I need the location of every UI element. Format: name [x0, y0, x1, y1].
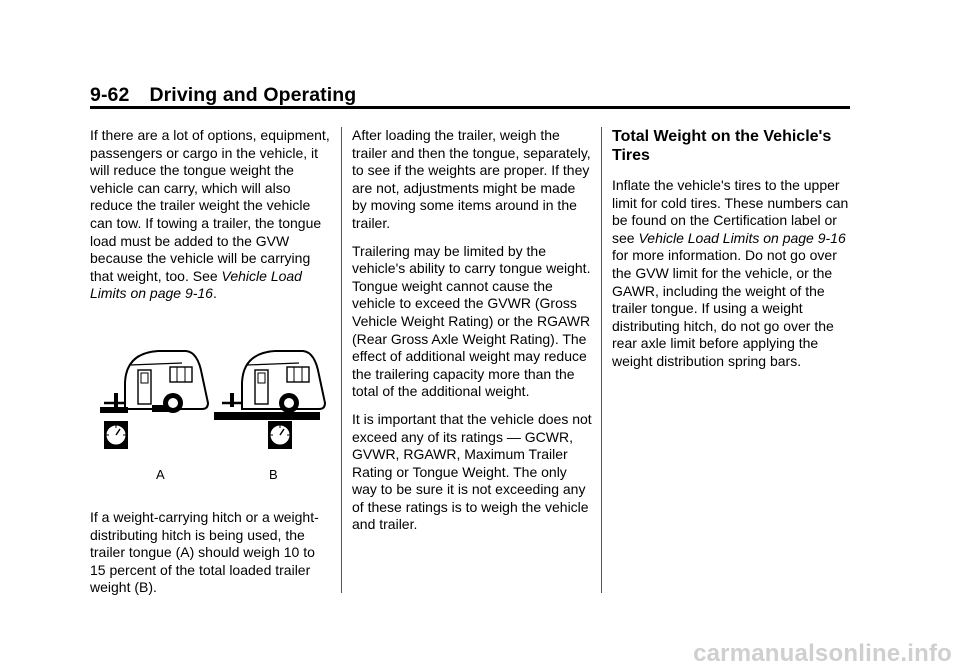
col3-p1-end: for more information. Do not go over the GVW limit for the vehicle, or the GAWR, including the weight of the trailer tongue. If using a weight distributing hitch, do not go over the rear axle limit before applying the weight distribution spring bars. — [612, 247, 837, 369]
vehicle-load-limits-link-2[interactable]: Vehicle Load Limits on page 9-16 — [638, 229, 846, 246]
watermark: carmanualsonline.info — [693, 640, 952, 667]
column-2 — [352, 127, 594, 544]
page-number: 9-62 — [90, 84, 130, 106]
col1-paragraph-1 — [90, 127, 334, 303]
trailer-tongue-weight-figure — [90, 345, 330, 485]
trailer-b-group — [214, 351, 325, 449]
trailer-a-group — [100, 351, 208, 449]
col2-paragraph-3: It is important that the vehicle does not exceed any of its ratings — GCWR, GVWR, RGAWR, Maximum Trailer Rating or Tongue Weight. The only way to be sure it is not exceeding any of these ratings is to weigh the vehicle and trailer. — [352, 410, 592, 533]
col3-p1-start: Inflate the vehicle's tires to the upper limit for cold tires. These numbers can be found on the Certification label or see — [612, 177, 849, 246]
tires-section-heading: Total Weight on the Vehicle's Tires — [612, 128, 832, 164]
col1-p1-end: . — [212, 285, 217, 302]
col2-paragraph-1: After loading the trailer, weigh the trailer and then the tongue, separately, to see if the weights are proper. If they are not, adjustments might be made by moving some items around in the trailer. — [352, 127, 591, 231]
column-divider-1 — [341, 127, 342, 593]
figure-label-a: A — [156, 467, 165, 482]
column-3 — [612, 127, 856, 381]
section-title: Driving and Operating — [149, 84, 357, 106]
figure-label-b: B — [269, 467, 278, 482]
header-rule — [90, 106, 850, 109]
col1-paragraph-2: If a weight-carrying hitch or a weight-distributing hitch is being used, the trailer tongue (A) should weigh 10 to 15 percent of the total loaded trailer weight (B). — [90, 509, 319, 596]
page-header — [90, 84, 356, 107]
col2-paragraph-2: Trailering may be limited by the vehicle's ability to carry tongue weight. Tongue weight cannot cause the vehicle to exceed the GVWR (Gross Vehicle Weight Rating) or the RGAWR (Rear Gross Axle Weight Rating). The effect of additional weight may reduce the trailering capacity more than the total of the additional weight. — [352, 242, 591, 400]
column-divider-2 — [601, 127, 602, 593]
trailer-illustration — [90, 345, 330, 485]
column-1 — [90, 127, 334, 313]
col3-paragraph-1 — [612, 177, 856, 371]
col1-p1-text: If there are a lot of options, equipment, passengers or cargo in the vehicle, it will reduce the tongue weight the vehicle can carry, which will also reduce the trailer weight the vehicle can tow. If towing a trailer, the tongue load must be added to the GVW because the vehicle will be carrying that weight, too. See — [90, 127, 330, 284]
vehicle-load-limits-link[interactable]: Vehicle Load Limits on page 9-16 — [90, 267, 302, 302]
